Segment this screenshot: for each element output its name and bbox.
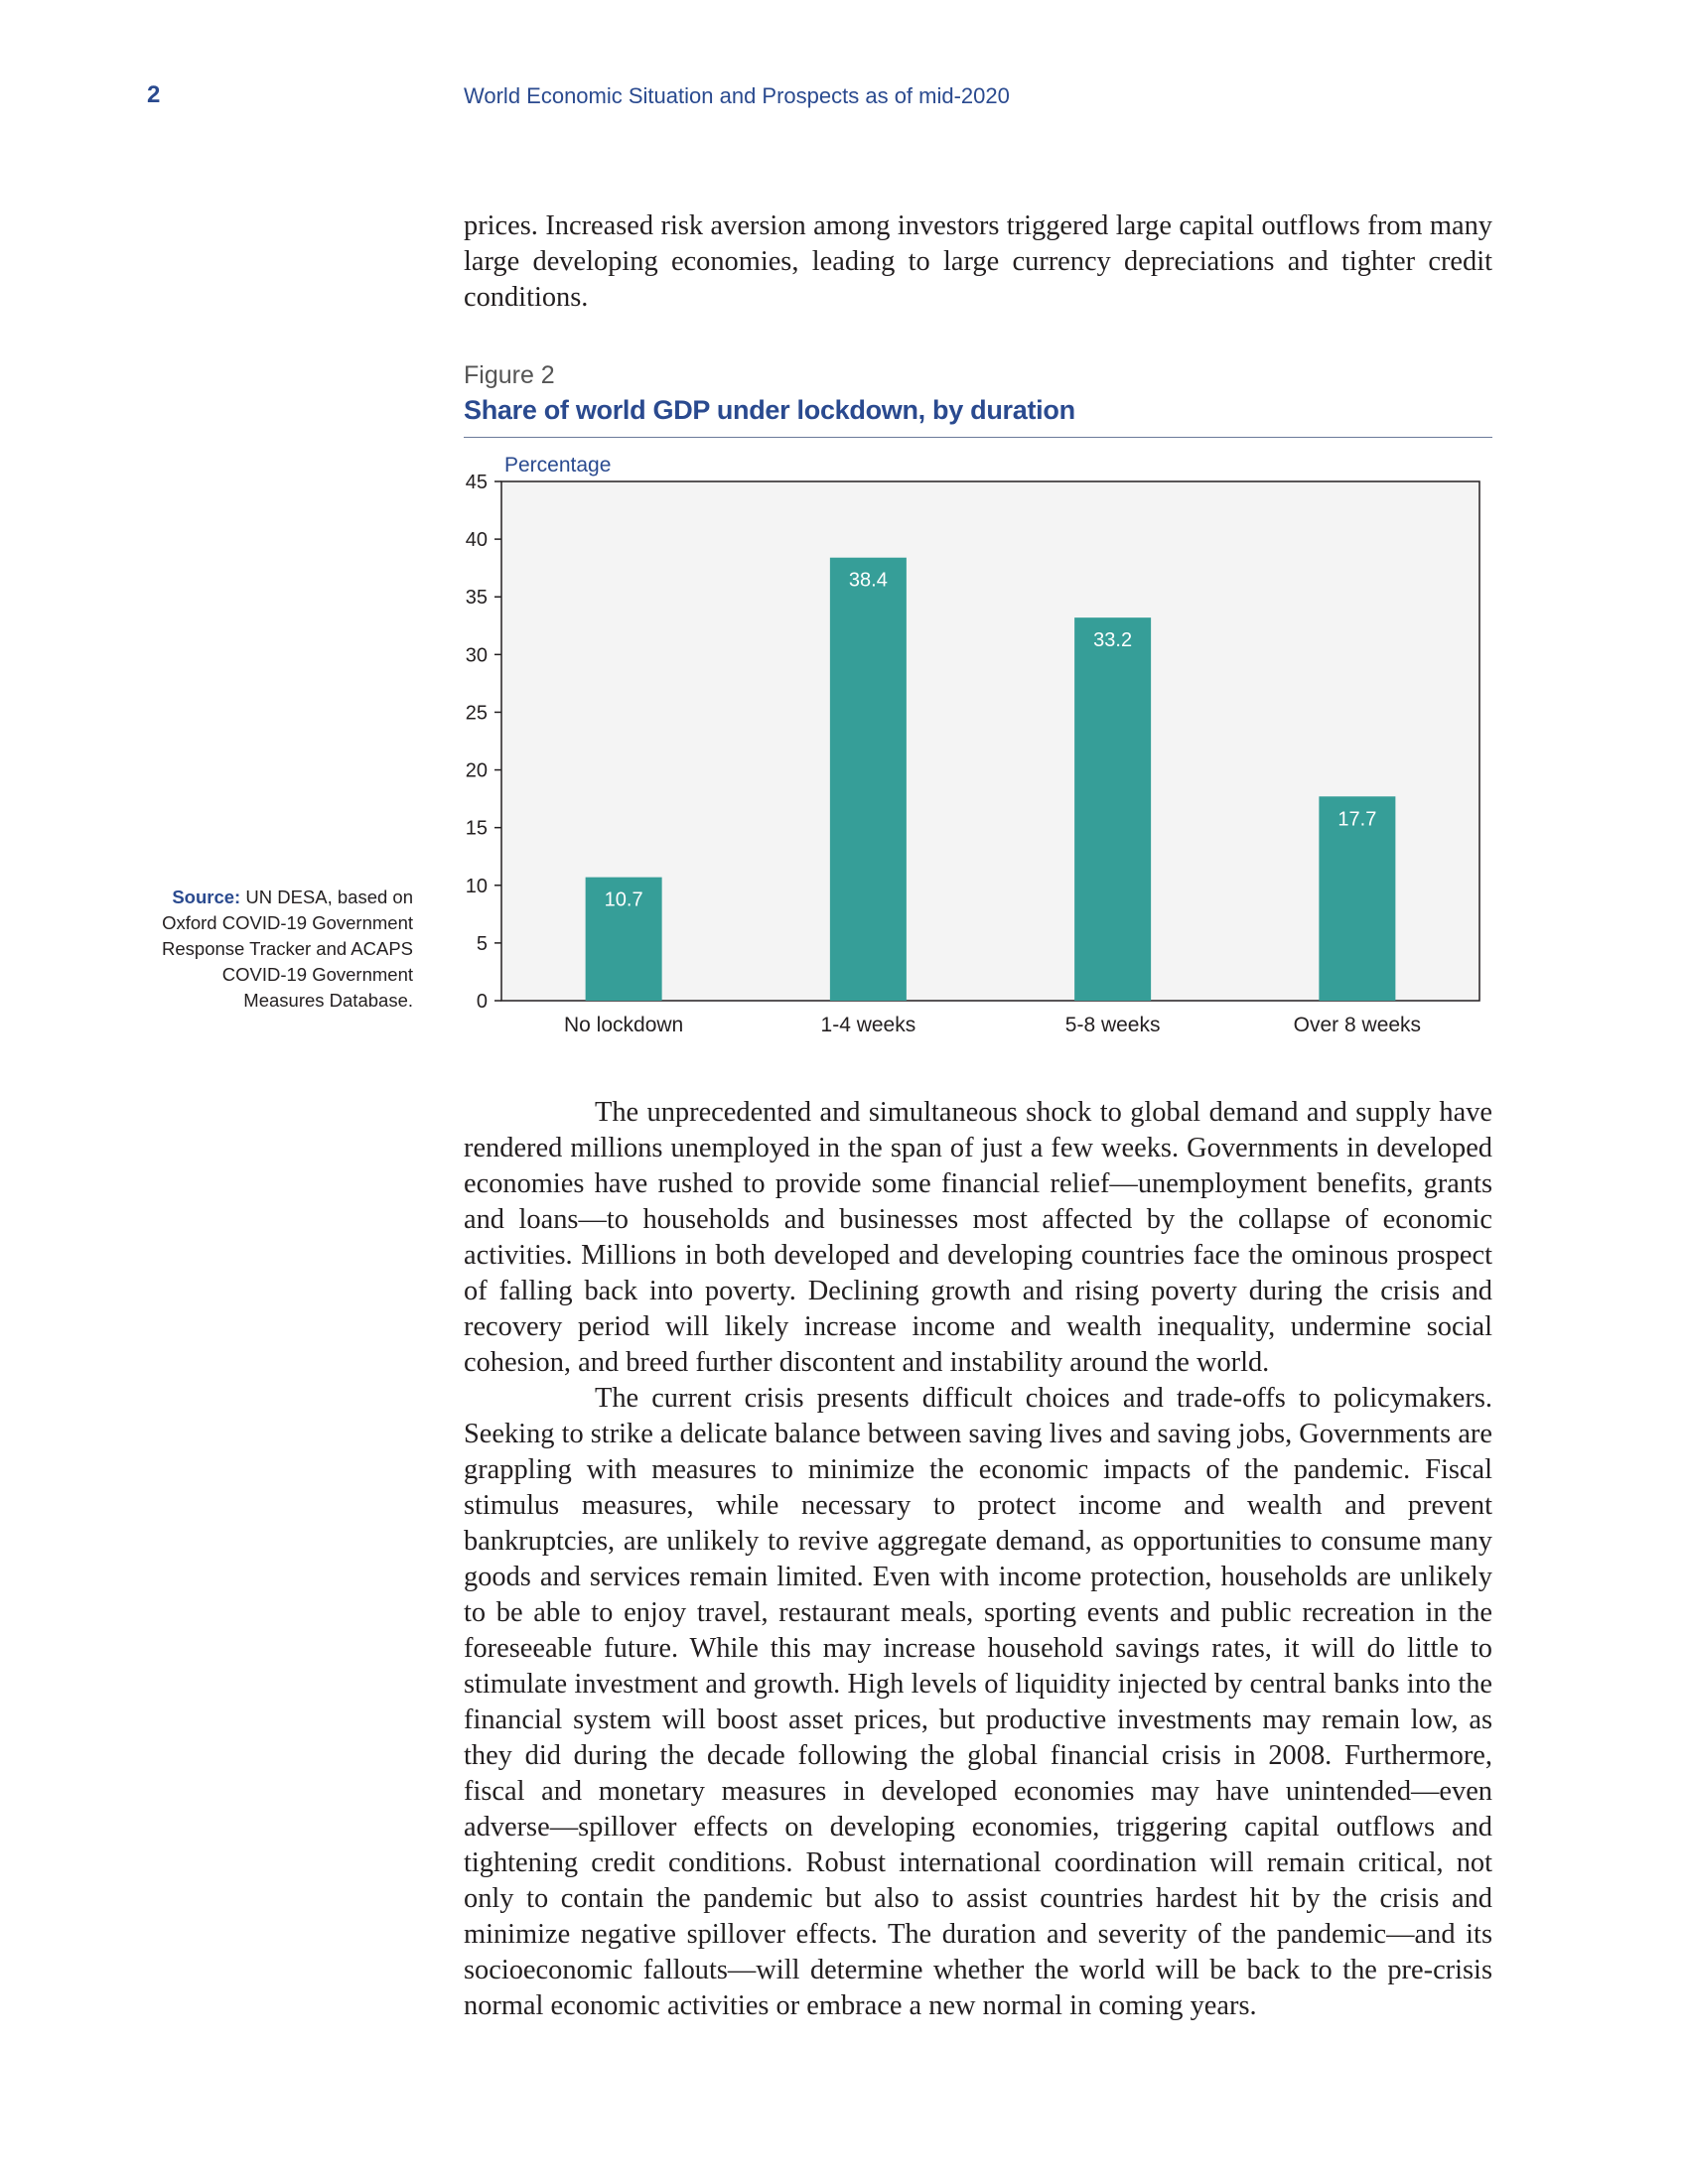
y-tick-label: 25 (465, 702, 488, 725)
main-text (464, 1095, 1492, 2024)
x-category-label: 1-4 weeks (820, 1014, 916, 1036)
intro-text (464, 208, 1492, 316)
figure-title: Share of world GDP under lockdown, by duration (464, 395, 1075, 425)
y-tick-label: 5 (476, 932, 488, 955)
x-category-label: 5-8 weeks (1064, 1014, 1161, 1036)
y-tick-label: 0 (476, 991, 488, 1013)
bar-value-label: 10.7 (604, 888, 643, 911)
bar-value-label: 38.4 (848, 569, 888, 592)
bar-chart (457, 445, 1499, 1050)
bar-value-label: 17.7 (1337, 808, 1377, 831)
x-category-label: No lockdown (564, 1014, 684, 1036)
source-label: Source: (172, 887, 241, 907)
y-tick-label: 15 (465, 817, 488, 840)
source-text: UN DESA, based on Oxford COVID-19 Government Response Tracker and ACAPS COVID-19 Government Measures Database. (162, 887, 413, 1011)
body-paragraph-2: The current crisis presents difficult choices and trade-offs to policymakers. Seeking to strike a delicate balance between saving lives and saving jobs, Governments are grappling with measures to minimize the economic impacts of the pandemic. Fiscal stimulus measures, while necessary to protect income and wealth and prevent bankruptcies, are unlikely to revive aggregate demand, as opportunities to consume many goods and services remain limited. Even with income protection, households are unlikely to be able to enjoy travel, restaurant meals, sporting events and public recreation in the foreseeable future. While this may increase household savings rates, it will do little to stimulate investment and growth. High levels of liquidity injected by central banks into the financial system will boost asset prices, but productive investments may remain low, as they did during the decade following the global financial crisis in 2008. Furthermore, fiscal and monetary measures in developed economies may have unintended—even adverse—spillover effects on developing economies, triggering capital outflows and tightening credit conditions. Robust international coordination will remain critical, not only to contain the pandemic but also to assist countries hardest hit by the crisis and minimize negative spillover effects. The duration and severity of the pandemic—and its socioeconomic fallouts—will determine whether the world will be back to the pre-crisis normal economic activities or embrace a new normal in coming years. (464, 1383, 1492, 2021)
y-tick-label: 10 (465, 875, 488, 897)
y-tick-label: 30 (465, 644, 488, 667)
page-number: 2 (147, 81, 161, 108)
figure-label: Figure 2 (464, 361, 555, 389)
running-header: World Economic Situation and Prospects as of mid-2020 (464, 83, 1010, 108)
body-paragraph-1: The unprecedented and simultaneous shock to global demand and supply have rendered millions unemployed in the span of just a few weeks. Governments in developed economies have rushed to provide some financial relief—unemployment benefits, grants and loans—to households and businesses most affected by the collapse of economic activities. Millions in both developed and developing countries face the ominous prospect of falling back into poverty. Declining growth and rising poverty during the crisis and recovery period will likely increase income and wealth inequality, undermine social cohesion, and breed further discontent and instability around the world. (464, 1097, 1492, 1378)
y-tick-label: 20 (465, 759, 488, 782)
y-axis-title: Percentage (504, 454, 612, 477)
x-category-label: Over 8 weeks (1293, 1014, 1422, 1036)
intro-paragraph: prices. Increased risk aversion among investors triggered large capital outflows from many large developing economies, leading to large currency depreciations and tighter credit conditions. (464, 210, 1492, 313)
bar-value-label: 33.2 (1093, 629, 1133, 652)
y-tick-label: 35 (465, 587, 488, 610)
bar-5-8-weeks (1074, 617, 1151, 1001)
y-tick-label: 40 (465, 529, 488, 552)
bar-1-4-weeks (830, 558, 907, 1001)
y-tick-label: 45 (465, 472, 488, 493)
figure-source-note (139, 885, 413, 1014)
figure-title-rule (464, 437, 1492, 438)
